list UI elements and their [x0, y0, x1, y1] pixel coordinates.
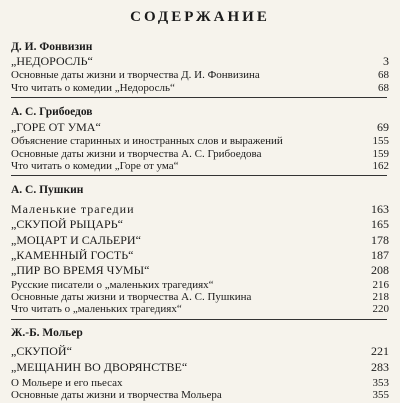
toc-entry[interactable] [11, 234, 389, 247]
entry-title: „МЕЩАНИН ВО ДВОРЯНСТВЕ“ [11, 360, 188, 374]
section-divider [11, 97, 387, 98]
entry-page: 355 [372, 389, 389, 401]
toc-entry[interactable] [11, 345, 389, 358]
entry-page: 165 [371, 217, 389, 231]
toc-entry[interactable] [11, 303, 389, 316]
entry-title: Основные даты жизни и творчества Мольера [11, 389, 222, 401]
entry-page: 218 [372, 291, 389, 303]
toc-entry[interactable] [11, 121, 389, 134]
section-divider [11, 175, 387, 176]
toc-entry[interactable] [11, 135, 389, 148]
toc-entry[interactable] [11, 249, 389, 262]
entry-page: 353 [372, 377, 389, 389]
entry-page: 216 [372, 279, 389, 291]
entry-page: 155 [372, 135, 389, 147]
entry-title: „ГОРЕ ОТ УМА“ [11, 120, 101, 134]
entry-title: О Мольере и его пьесах [11, 377, 123, 389]
entry-title: Что читать о комедии „Недоросль“ [11, 82, 175, 94]
entry-title: Маленькие трагедии [11, 202, 135, 216]
section-author-fonvizin: Д. И. Фонвизин [11, 41, 93, 53]
entry-page: 162 [372, 160, 389, 172]
entry-title: Что читать о „маленьких трагедиях“ [11, 303, 182, 315]
toc-entry[interactable] [11, 389, 389, 402]
page-title: СОДЕРЖАНИЕ [130, 9, 270, 25]
entry-page: 178 [371, 233, 389, 247]
entry-title: „СКУПОЙ РЫЦАРЬ“ [11, 217, 123, 231]
entry-title: Что читать о комедии „Горе от ума“ [11, 160, 179, 172]
entry-title: Объяснение старинных и иностранных слов и выражений [11, 135, 283, 147]
toc-entry[interactable] [11, 264, 389, 277]
entry-page: 159 [372, 148, 389, 160]
entry-page: 208 [371, 263, 389, 277]
entry-title: „КАМЕННЫЙ ГОСТЬ“ [11, 248, 134, 262]
entry-page: 69 [377, 120, 389, 134]
entry-title: „СКУПОЙ“ [11, 344, 72, 358]
section-divider [11, 319, 387, 320]
entry-page: 220 [372, 303, 389, 315]
entry-title: Основные даты жизни и творчества А. С. Пушкина [11, 291, 252, 303]
section-author-pushkin: А. С. Пушкин [11, 184, 84, 196]
entry-page: 68 [378, 69, 389, 81]
entry-page: 163 [371, 202, 389, 216]
section-author-moliere: Ж.-Б. Мольер [11, 327, 83, 339]
toc-entry[interactable] [11, 82, 389, 95]
entry-title: „МОЦАРТ И САЛЬЕРИ“ [11, 233, 141, 247]
entry-page: 3 [383, 54, 389, 68]
entry-title: Основные даты жизни и творчества А. С. Грибоедова [11, 148, 262, 160]
toc-entry[interactable] [11, 160, 389, 173]
entry-page: 187 [371, 248, 389, 262]
entry-title: „ПИР ВО ВРЕМЯ ЧУМЫ“ [11, 263, 150, 277]
entry-page: 221 [371, 344, 389, 358]
entry-page: 283 [371, 360, 389, 374]
entry-title: Русские писатели о „маленьких трагедиях“ [11, 279, 214, 291]
entry-title: „НЕДОРОСЛЬ“ [11, 54, 93, 68]
section-author-griboedov: А. С. Грибоедов [11, 106, 93, 118]
toc-entry[interactable] [11, 69, 389, 82]
entry-page: 68 [378, 82, 389, 94]
toc-entry[interactable] [11, 203, 389, 216]
toc-entry[interactable] [11, 218, 389, 231]
entry-title: Основные даты жизни и творчества Д. И. Фонвизина [11, 69, 260, 81]
toc-entry[interactable] [11, 55, 389, 68]
toc-entry[interactable] [11, 361, 389, 374]
